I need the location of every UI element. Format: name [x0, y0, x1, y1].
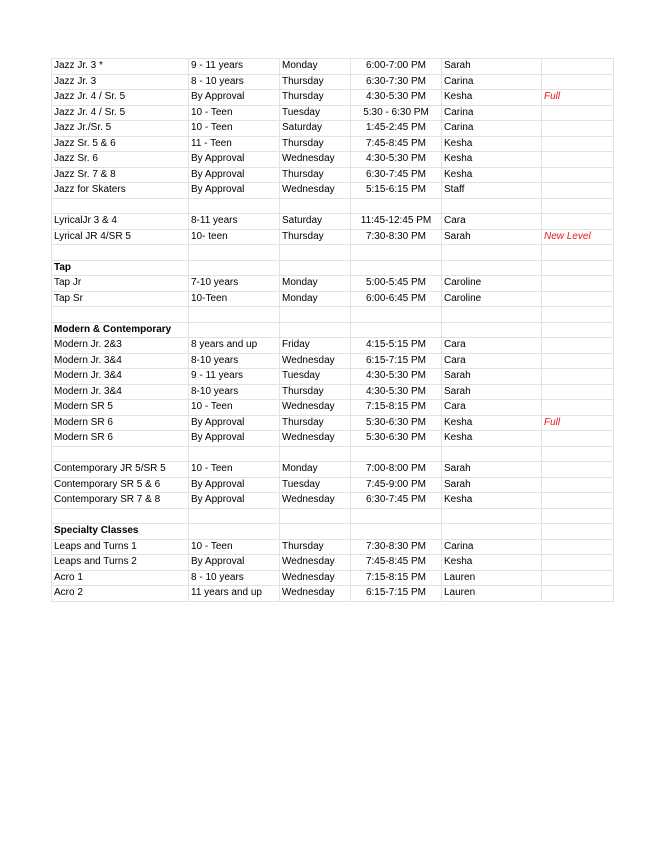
- day-cell: Wednesday: [280, 152, 351, 168]
- class-name-cell: Modern SR 5: [52, 400, 189, 416]
- time-cell: 7:00-8:00 PM: [351, 462, 442, 478]
- day-cell: Monday: [280, 462, 351, 478]
- empty-cell: [52, 307, 189, 323]
- empty-cell: [189, 446, 280, 462]
- empty-cell: [52, 446, 189, 462]
- time-cell: 1:45-2:45 PM: [351, 121, 442, 137]
- teacher-cell: Lauren: [442, 586, 542, 602]
- time-cell: 5:00-5:45 PM: [351, 276, 442, 292]
- empty-cell: [542, 198, 614, 214]
- day-cell: Thursday: [280, 415, 351, 431]
- class-row: [52, 167, 614, 183]
- schedule-body: [52, 59, 614, 602]
- class-row: [52, 477, 614, 493]
- empty-cell: [280, 322, 351, 338]
- teacher-cell: Sarah: [442, 477, 542, 493]
- time-cell: 7:15-8:15 PM: [351, 400, 442, 416]
- time-cell: 6:30-7:45 PM: [351, 493, 442, 509]
- class-row: [52, 555, 614, 571]
- teacher-cell: Carina: [442, 74, 542, 90]
- note-cell: [542, 539, 614, 555]
- class-name-cell: Acro 2: [52, 586, 189, 602]
- teacher-cell: Cara: [442, 353, 542, 369]
- empty-cell: [189, 198, 280, 214]
- note-cell: [542, 431, 614, 447]
- class-row: [52, 90, 614, 106]
- age-cell: By Approval: [189, 493, 280, 509]
- time-cell: 6:30-7:45 PM: [351, 167, 442, 183]
- spacer-row: [52, 307, 614, 323]
- time-cell: 7:30-8:30 PM: [351, 539, 442, 555]
- teacher-cell: Cara: [442, 214, 542, 230]
- age-cell: 10 - Teen: [189, 121, 280, 137]
- teacher-cell: Caroline: [442, 276, 542, 292]
- day-cell: Tuesday: [280, 105, 351, 121]
- note-cell: [542, 477, 614, 493]
- class-row: [52, 384, 614, 400]
- note-cell: [542, 105, 614, 121]
- empty-cell: [442, 260, 542, 276]
- class-row: [52, 121, 614, 137]
- class-name-cell: Lyrical JR 4/SR 5: [52, 229, 189, 245]
- age-cell: 10 - Teen: [189, 462, 280, 478]
- empty-cell: [351, 245, 442, 261]
- class-row: [52, 276, 614, 292]
- day-cell: Monday: [280, 59, 351, 75]
- class-row: [52, 136, 614, 152]
- day-cell: Tuesday: [280, 369, 351, 385]
- teacher-cell: Kesha: [442, 167, 542, 183]
- empty-cell: [442, 524, 542, 540]
- class-name-cell: Leaps and Turns 1: [52, 539, 189, 555]
- class-name-cell: Tap Jr: [52, 276, 189, 292]
- teacher-cell: Sarah: [442, 384, 542, 400]
- section-title: Tap: [52, 260, 189, 276]
- teacher-cell: Cara: [442, 400, 542, 416]
- age-cell: 11 years and up: [189, 586, 280, 602]
- time-cell: 4:30-5:30 PM: [351, 90, 442, 106]
- empty-cell: [189, 322, 280, 338]
- day-cell: Wednesday: [280, 555, 351, 571]
- class-name-cell: Acro 1: [52, 570, 189, 586]
- note-cell: [542, 353, 614, 369]
- note-cell: [542, 338, 614, 354]
- class-row: [52, 431, 614, 447]
- class-row: [52, 570, 614, 586]
- time-cell: 6:15-7:15 PM: [351, 353, 442, 369]
- class-row: [52, 59, 614, 75]
- spacer-row: [52, 245, 614, 261]
- age-cell: 10 - Teen: [189, 539, 280, 555]
- empty-cell: [280, 198, 351, 214]
- age-cell: By Approval: [189, 167, 280, 183]
- day-cell: Wednesday: [280, 400, 351, 416]
- empty-cell: [351, 260, 442, 276]
- age-cell: 7-10 years: [189, 276, 280, 292]
- time-cell: 6:15-7:15 PM: [351, 586, 442, 602]
- age-cell: By Approval: [189, 415, 280, 431]
- class-name-cell: Modern SR 6: [52, 415, 189, 431]
- age-cell: 10 - Teen: [189, 105, 280, 121]
- class-row: [52, 400, 614, 416]
- age-cell: By Approval: [189, 477, 280, 493]
- age-cell: By Approval: [189, 90, 280, 106]
- class-name-cell: Tap Sr: [52, 291, 189, 307]
- note-cell: [542, 400, 614, 416]
- schedule-table: [51, 58, 614, 602]
- empty-cell: [280, 446, 351, 462]
- class-name-cell: Modern Jr. 2&3: [52, 338, 189, 354]
- time-cell: 7:45-9:00 PM: [351, 477, 442, 493]
- empty-cell: [442, 508, 542, 524]
- class-name-cell: Modern Jr. 3&4: [52, 384, 189, 400]
- teacher-cell: Carina: [442, 539, 542, 555]
- age-cell: 8 years and up: [189, 338, 280, 354]
- empty-cell: [351, 307, 442, 323]
- day-cell: Thursday: [280, 74, 351, 90]
- day-cell: Thursday: [280, 384, 351, 400]
- note-cell: [542, 214, 614, 230]
- note-cell: [542, 167, 614, 183]
- teacher-cell: Carina: [442, 121, 542, 137]
- class-name-cell: Contemporary SR 5 & 6: [52, 477, 189, 493]
- time-cell: 5:30-6:30 PM: [351, 431, 442, 447]
- age-cell: By Approval: [189, 555, 280, 571]
- day-cell: Wednesday: [280, 353, 351, 369]
- empty-cell: [542, 245, 614, 261]
- empty-cell: [442, 446, 542, 462]
- day-cell: Monday: [280, 276, 351, 292]
- note-cell: New Level: [542, 229, 614, 245]
- day-cell: Wednesday: [280, 570, 351, 586]
- time-cell: 7:45-8:45 PM: [351, 136, 442, 152]
- teacher-cell: Kesha: [442, 90, 542, 106]
- class-name-cell: Jazz Sr. 7 & 8: [52, 167, 189, 183]
- note-cell: [542, 570, 614, 586]
- age-cell: 10- teen: [189, 229, 280, 245]
- class-name-cell: Modern Jr. 3&4: [52, 369, 189, 385]
- class-name-cell: Contemporary JR 5/SR 5: [52, 462, 189, 478]
- class-name-cell: Jazz Jr. 4 / Sr. 5: [52, 105, 189, 121]
- class-row: [52, 291, 614, 307]
- note-cell: [542, 369, 614, 385]
- day-cell: Thursday: [280, 539, 351, 555]
- teacher-cell: Sarah: [442, 59, 542, 75]
- note-cell: [542, 493, 614, 509]
- empty-cell: [52, 245, 189, 261]
- teacher-cell: Sarah: [442, 369, 542, 385]
- age-cell: 9 - 11 years: [189, 369, 280, 385]
- empty-cell: [351, 508, 442, 524]
- empty-cell: [280, 524, 351, 540]
- note-cell: [542, 183, 614, 199]
- day-cell: Wednesday: [280, 431, 351, 447]
- time-cell: 4:30-5:30 PM: [351, 152, 442, 168]
- empty-cell: [52, 508, 189, 524]
- teacher-cell: Kesha: [442, 415, 542, 431]
- age-cell: By Approval: [189, 183, 280, 199]
- spacer-row: [52, 446, 614, 462]
- note-cell: [542, 74, 614, 90]
- note-cell: [542, 586, 614, 602]
- section-header-row: [52, 322, 614, 338]
- day-cell: Thursday: [280, 229, 351, 245]
- note-cell: [542, 384, 614, 400]
- empty-cell: [542, 524, 614, 540]
- spacer-row: [52, 198, 614, 214]
- empty-cell: [542, 508, 614, 524]
- age-cell: 8-11 years: [189, 214, 280, 230]
- note-cell: Full: [542, 415, 614, 431]
- empty-cell: [542, 307, 614, 323]
- empty-cell: [442, 307, 542, 323]
- class-name-cell: Jazz Sr. 6: [52, 152, 189, 168]
- class-row: [52, 74, 614, 90]
- day-cell: Tuesday: [280, 477, 351, 493]
- empty-cell: [189, 524, 280, 540]
- empty-cell: [542, 260, 614, 276]
- age-cell: 8-10 years: [189, 384, 280, 400]
- time-cell: 7:45-8:45 PM: [351, 555, 442, 571]
- day-cell: Thursday: [280, 167, 351, 183]
- age-cell: 8-10 years: [189, 353, 280, 369]
- time-cell: 5:30-6:30 PM: [351, 415, 442, 431]
- teacher-cell: Lauren: [442, 570, 542, 586]
- empty-cell: [442, 198, 542, 214]
- empty-cell: [351, 446, 442, 462]
- class-row: [52, 214, 614, 230]
- class-row: [52, 229, 614, 245]
- class-row: [52, 183, 614, 199]
- class-name-cell: Jazz for Skaters: [52, 183, 189, 199]
- empty-cell: [442, 245, 542, 261]
- time-cell: 7:15-8:15 PM: [351, 570, 442, 586]
- age-cell: By Approval: [189, 152, 280, 168]
- note-cell: [542, 276, 614, 292]
- class-row: [52, 369, 614, 385]
- class-name-cell: LyricalJr 3 & 4: [52, 214, 189, 230]
- teacher-cell: Staff: [442, 183, 542, 199]
- day-cell: Friday: [280, 338, 351, 354]
- age-cell: 8 - 10 years: [189, 74, 280, 90]
- empty-cell: [280, 307, 351, 323]
- age-cell: By Approval: [189, 431, 280, 447]
- teacher-cell: Sarah: [442, 229, 542, 245]
- empty-cell: [189, 245, 280, 261]
- note-cell: Full: [542, 90, 614, 106]
- class-row: [52, 493, 614, 509]
- empty-cell: [189, 260, 280, 276]
- empty-cell: [280, 245, 351, 261]
- note-cell: [542, 59, 614, 75]
- note-cell: [542, 291, 614, 307]
- time-cell: 7:30-8:30 PM: [351, 229, 442, 245]
- day-cell: Wednesday: [280, 493, 351, 509]
- class-name-cell: Jazz Jr./Sr. 5: [52, 121, 189, 137]
- time-cell: 6:00-6:45 PM: [351, 291, 442, 307]
- empty-cell: [542, 322, 614, 338]
- empty-cell: [351, 322, 442, 338]
- note-cell: [542, 136, 614, 152]
- time-cell: 6:30-7:30 PM: [351, 74, 442, 90]
- teacher-cell: Kesha: [442, 152, 542, 168]
- section-title: Modern & Contemporary: [52, 322, 189, 338]
- class-row: [52, 539, 614, 555]
- teacher-cell: Caroline: [442, 291, 542, 307]
- class-row: [52, 152, 614, 168]
- class-name-cell: Contemporary SR 7 & 8: [52, 493, 189, 509]
- class-name-cell: Jazz Sr. 5 & 6: [52, 136, 189, 152]
- class-row: [52, 338, 614, 354]
- note-cell: [542, 555, 614, 571]
- class-name-cell: Jazz Jr. 3 *: [52, 59, 189, 75]
- empty-cell: [280, 260, 351, 276]
- empty-cell: [280, 508, 351, 524]
- time-cell: 4:30-5:30 PM: [351, 384, 442, 400]
- age-cell: 11 - Teen: [189, 136, 280, 152]
- teacher-cell: Carina: [442, 105, 542, 121]
- day-cell: Saturday: [280, 121, 351, 137]
- section-header-row: [52, 260, 614, 276]
- age-cell: 8 - 10 years: [189, 570, 280, 586]
- time-cell: 5:30 - 6:30 PM: [351, 105, 442, 121]
- time-cell: 11:45-12:45 PM: [351, 214, 442, 230]
- class-name-cell: Leaps and Turns 2: [52, 555, 189, 571]
- day-cell: Wednesday: [280, 183, 351, 199]
- empty-cell: [351, 524, 442, 540]
- note-cell: [542, 462, 614, 478]
- teacher-cell: Sarah: [442, 462, 542, 478]
- class-name-cell: Modern SR 6: [52, 431, 189, 447]
- time-cell: 5:15-6:15 PM: [351, 183, 442, 199]
- day-cell: Monday: [280, 291, 351, 307]
- class-row: [52, 105, 614, 121]
- teacher-cell: Kesha: [442, 493, 542, 509]
- time-cell: 4:30-5:30 PM: [351, 369, 442, 385]
- teacher-cell: Kesha: [442, 555, 542, 571]
- age-cell: 10-Teen: [189, 291, 280, 307]
- day-cell: Thursday: [280, 90, 351, 106]
- class-row: [52, 415, 614, 431]
- age-cell: 9 - 11 years: [189, 59, 280, 75]
- class-name-cell: Jazz Jr. 4 / Sr. 5: [52, 90, 189, 106]
- empty-cell: [189, 307, 280, 323]
- day-cell: Thursday: [280, 136, 351, 152]
- time-cell: 6:00-7:00 PM: [351, 59, 442, 75]
- class-row: [52, 353, 614, 369]
- class-row: [52, 462, 614, 478]
- class-row: [52, 586, 614, 602]
- class-name-cell: Modern Jr. 3&4: [52, 353, 189, 369]
- empty-cell: [189, 508, 280, 524]
- teacher-cell: Kesha: [442, 431, 542, 447]
- note-cell: [542, 121, 614, 137]
- empty-cell: [351, 198, 442, 214]
- section-title: Specialty Classes: [52, 524, 189, 540]
- teacher-cell: Kesha: [442, 136, 542, 152]
- age-cell: 10 - Teen: [189, 400, 280, 416]
- spacer-row: [52, 508, 614, 524]
- day-cell: Saturday: [280, 214, 351, 230]
- note-cell: [542, 152, 614, 168]
- section-header-row: [52, 524, 614, 540]
- class-name-cell: Jazz Jr. 3: [52, 74, 189, 90]
- empty-cell: [52, 198, 189, 214]
- time-cell: 4:15-5:15 PM: [351, 338, 442, 354]
- day-cell: Wednesday: [280, 586, 351, 602]
- empty-cell: [442, 322, 542, 338]
- teacher-cell: Cara: [442, 338, 542, 354]
- empty-cell: [542, 446, 614, 462]
